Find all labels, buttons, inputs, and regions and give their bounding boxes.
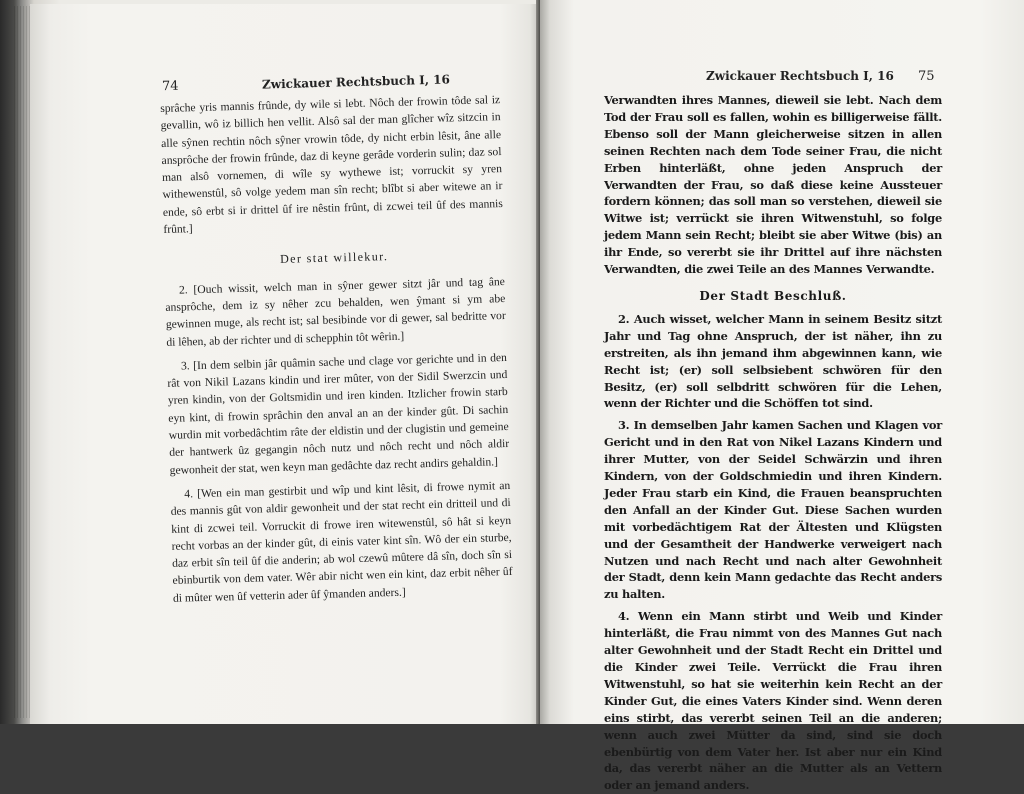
- left-paragraph-4: 4. [Wen ein man gestirbit und wîp und kint lêsit, di frowe nymit an des mannis gût von aldir gewonheit und der stat recht ein dritteil und di kint di zcwei teil. Vorruckit di frowe iren witewenstûl, sô hât si keyn recht vorbas an der kinder gût, di einis vater kint sîn. Wô der ein sturbe, daz erbit sîn teil ûf die anderin; ab wol czewû mûtere dâ sîn, doch sîn si ebinburtik von dem vater. Wêr abir nicht wen ein kint, daz erbit nêher ûf di mûter wen ûf vetterin ader ûf ŷmanden anders.]: [170, 478, 513, 605]
- right-paragraph-2: 2. Auch wisset, welcher Mann in seinem Besitz sitzt Jahr und Tag ohne Anspruch, der ist näher, ihn zu erstreiten, als ihn jemand ihm abgewinnen kann, wie Recht ist; (er) soll selbsiebent schwören für den Besitz, (er) soll selbdritt schwören für die Lehen, wenn der Richter und die Schöffen tot sind.: [604, 311, 942, 411]
- left-page-text: [160, 91, 513, 607]
- right-section-heading: Der Stadt Beschluß.: [699, 288, 847, 303]
- right-page-text: [604, 92, 942, 794]
- right-running-title: Zwickauer Rechtsbuch I, 16: [706, 69, 894, 83]
- left-paragraph-2: 2. [Ouch wissit, welch man in sŷner gewer sitzt jâr und tag âne ansprôche, dem iz sy nêher zcu behalden, wen ŷmant si ym abe gewinnen muge, als recht ist; sal besibinde vor di gewer, sal bedritte vor di lêhen, ab der richter und di schepphin tôt wêrin.]: [165, 274, 506, 349]
- left-page-number: 74: [161, 78, 179, 95]
- left-paragraph-3: 3. [In dem selbin jâr quâmin sache und clage vor gerichte und in den rât von Nikil Lazans kindin und irer mûter, von der Sidil Swerzcin und yren kindin, von der Goltsmidin und iren kinden. Itzlicher frowin starb eyn kint, di frowin sprâchin den anval an an der kinder gût. Di sachin wurdin mit vorbedâchtim râte der eldistin und der clugistin und gemeine der hantwerk ûz gegangin nôch nutz und nôch recht und nôch aldir gewonheit der stat, wen keyn man gedâchte daz recht andirs gehaldin.]: [167, 350, 510, 477]
- right-paragraph-4: 4. Wenn ein Mann stirbt und Weib und Kinder hinterläßt, die Frau nimmt von des Mannes Gut nach alter Gewohnheit und der Stadt Recht ein Drittel und die Kinder zwei Teile. Verrückt die Frau ihren Witwenstuhl, so hat sie weiterhin kein Recht an der Kinder Gut, die eines Vaters Kinder sind. Wenn deren eins stirbt, das vererbt seinen Teil an die anderen; wenn auch zwei Mütter da sind, sind sie doch ebenbürtig von dem Vater her. Ist aber nur ein Kind da, das vererbt näher an die Mutter als an Vettern oder an jemand anders.: [604, 609, 942, 793]
- left-running-title: Zwickauer Rechtsbuch I, 16: [261, 72, 451, 92]
- right-paragraph-3: 3. In demselben Jahr kamen Sachen und Klagen vor Gericht und in den Rat von Nikel Lazans Kindern und ihrer Mutter, von der Seidel Schwärzin und ihren Kindern, von der Goldschmiedin und ihren Kindern. Jeder Frau starb ein Kind, die Frauen beanspruchten den Anfall an der Kinder Gut. Diese Sachen wurden mit vorbedächtigem Rat der Ältesten und Klügsten und der Gesamtheit der Handwerke verweigert nach Nutzen und nach Recht und nach alter Gewohnheit der Stadt, denn kein Mann gedachte das Recht anders zu halten.: [604, 418, 942, 602]
- right-intro-paragraph: Verwandten ihres Mannes, dieweil sie lebt. Nach dem Tod der Frau soll es fallen, wohin es billigerweise fällt. Ebenso soll der Mann gleicherweise sitzen in allen seinen Rechten nach dem Tode seiner Frau, die nicht Erben hinterläßt, ohne jeden Anspruch der Verwandten der Frau, so daß diese keine Aussteuer fordern können; das soll man so verstehen, dieweil sie Witwe ist; verrückt sie ihren Witwenstuhl, so folge jedem Mann sein Recht; bleibt sie aber Witwe (bis) an ihr Ende, so vererbt sie ihr Drittel auf ihre nächsten Verwandten, die zwei Teile an des Mannes Verwandte.: [604, 93, 942, 277]
- left-section-heading: Der stat willekur.: [279, 249, 389, 267]
- right-page-number: 75: [918, 69, 935, 84]
- left-intro-paragraph: sprâche yris mannis frûnde, dy wile si lebt. Nôch der frowin tôde sal iz gevallin, wô iz billich hen vellit. Alsô sal der man glîcher wîz sitzcin in alle sŷnen rechtin nôch sŷner vrowin tôde, dy nicht erbin lêsit, âne alle ansprôche der frowin frûnde, daz di keyne gerâde vorderin sulin; daz sol man alsô vornemen, di wîle sy wythewe ist; vorruckit sy yren withewenstûl, sô volge yedem man sîn recht; blîbt si aber witewe an ir ende, sô erbt si ir drittel ûf ire nêstin frûnt, di zcwei teil ûf des mannis frûnt.]: [160, 93, 503, 237]
